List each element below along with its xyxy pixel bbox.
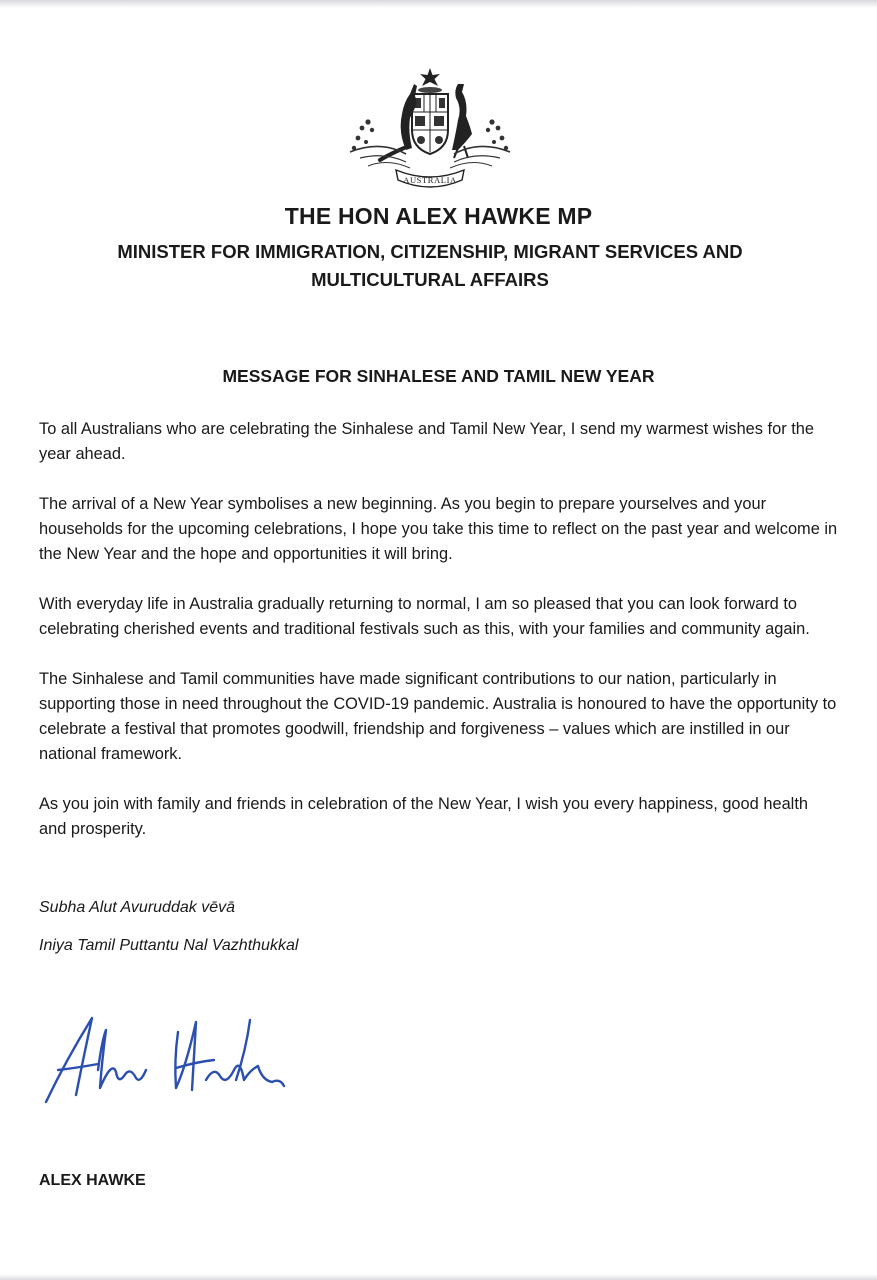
minister-title: MINISTER FOR IMMIGRATION, CITIZENSHIP, MIGRANT SERVICES AND MULTICULTURAL AFFAIRS — [117, 241, 743, 290]
body-paragraph: As you join with family and friends in celebration of the New Year, I wish you every happiness, good health and prosperity. — [39, 795, 808, 838]
crest-scroll-label: AUSTRALIA — [403, 175, 457, 185]
message-body — [39, 417, 839, 867]
message-subject: MESSAGE FOR SINHALESE AND TAMIL NEW YEAR — [222, 366, 655, 386]
greeting-tamil: Iniya Tamil Puttantu Nal Vazhthukkal — [39, 937, 299, 954]
signer-name: ALEX HAWKE — [39, 1172, 146, 1189]
body-paragraph: The Sinhalese and Tamil communities have made significant contributions to our nation, particularly in supporting those in need throughout the COVID-19 pandemic. Australia is honoured to have the opportunity to celebrate a festival that promotes goodwill, friendship and forgiveness – values which are instilled in our national framework. — [39, 670, 837, 763]
greeting-sinhala: Subha Alut Avuruddak vēvā — [39, 899, 235, 916]
body-paragraph: With everyday life in Australia gradually returning to normal, I am so pleased that you can look forward to celebrating cherished events and traditional festivals such as this, with your families and community again. — [39, 595, 810, 638]
handwritten-signature — [36, 1010, 296, 1110]
body-paragraph: To all Australians who are celebrating the Sinhalese and Tamil New Year, I send my warmest wishes for the year ahead. — [39, 420, 815, 463]
body-paragraph: The arrival of a New Year symbolises a new beginning. As you begin to prepare yourselves and your households for the upcoming celebrations, I hope you take this time to reflect on the past year and welcome in the New Year and the hope and opportunities it will bring. — [39, 495, 838, 563]
coat-of-arms-icon — [340, 62, 520, 197]
minister-name: THE HON ALEX HAWKE MP — [284, 203, 593, 229]
page-bottom-edge — [0, 1274, 877, 1280]
page-top-edge — [0, 0, 877, 8]
